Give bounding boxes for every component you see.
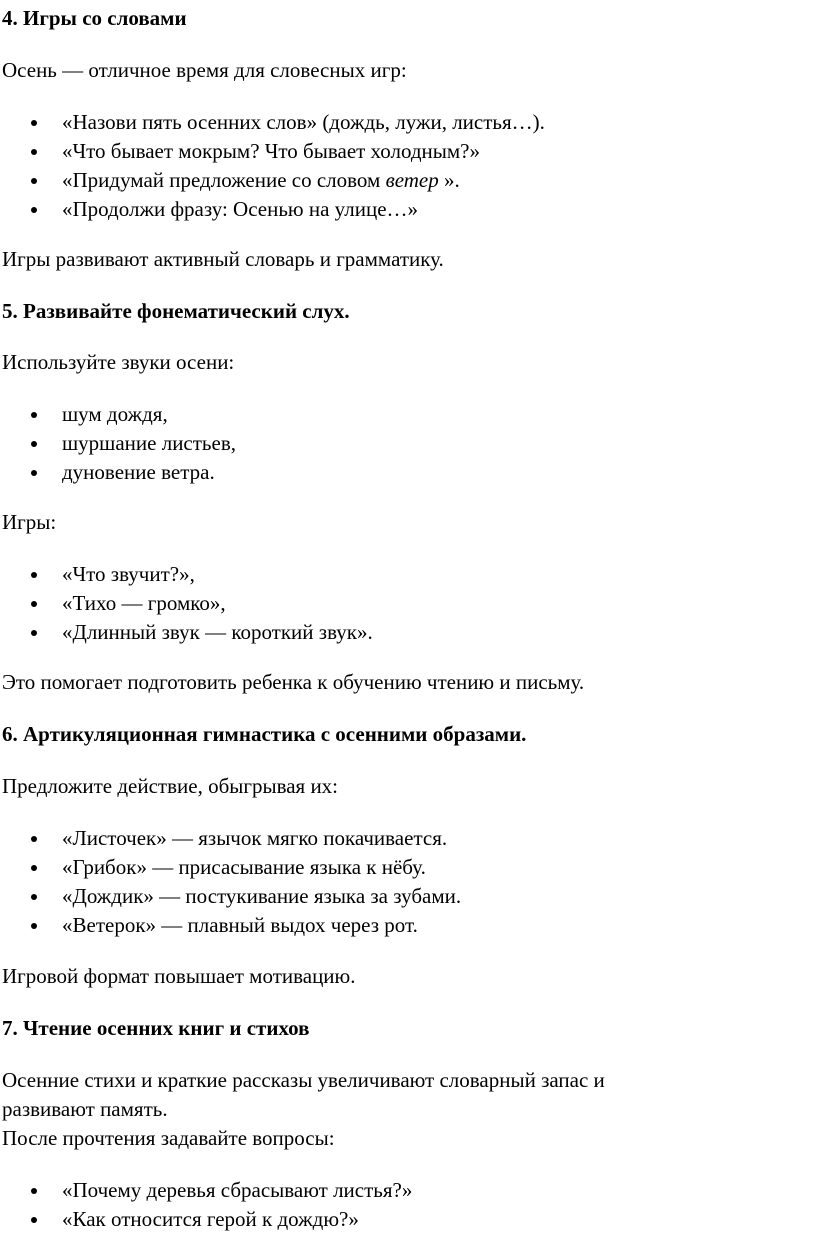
list-item — [0, 560, 373, 589]
list-item — [0, 1176, 412, 1205]
list-item — [0, 853, 461, 882]
section-7-paragraph-line-1: Осенние стихи и краткие рассказы увеличивают словарный запас и — [2, 1068, 605, 1092]
section-4-list — [0, 108, 545, 224]
list-item-text: «Длинный звук — короткий звук». — [62, 620, 373, 644]
list-item — [0, 166, 545, 195]
list-item — [0, 882, 461, 911]
list-item-text: «Дождик» — постукивание языка за зубами. — [62, 884, 462, 908]
bullet-icon — [31, 412, 37, 418]
emphasized-word: ветер — [385, 168, 439, 192]
list-item — [0, 108, 545, 137]
section-5-games-label: Игры: — [2, 510, 57, 534]
bullet-icon — [31, 630, 37, 636]
list-item-text: «Ветерок» — плавный выдох через рот. — [62, 913, 418, 937]
list-item-text: «Почему деревья сбрасывают листья?» — [62, 1178, 413, 1202]
bullet-icon — [31, 178, 37, 184]
section-7-paragraph-line-3: После прочтения задавайте вопросы: — [2, 1126, 335, 1150]
list-item-text: «Листочек» — язычок мягко покачивается. — [62, 826, 448, 850]
list-item-text: «Продолжи фразу: Осенью на улице…» — [62, 197, 419, 221]
section-6-outro: Игровой формат повышает мотивацию. — [2, 964, 356, 988]
bullet-icon — [31, 1188, 37, 1194]
list-item — [0, 400, 236, 429]
list-item-text: «Грибок» — присасывание языка к нёбу. — [62, 855, 426, 879]
list-item-text: «Назови пять осенних слов» (дождь, лужи, листья…). — [62, 110, 545, 134]
section-4-intro: Осень — отличное время для словесных игр: — [2, 58, 407, 82]
section-5-intro: Используйте звуки осени: — [2, 350, 235, 374]
bullet-icon — [31, 865, 37, 871]
list-item-text-before: «Придумай предложение со словом — [62, 168, 386, 192]
list-item-text: шум дождя, — [62, 402, 168, 426]
bullet-icon — [31, 601, 37, 607]
bullet-icon — [31, 441, 37, 447]
bullet-icon — [31, 572, 37, 578]
list-item-text-after: ». — [438, 168, 460, 192]
bullet-icon — [31, 894, 37, 900]
bullet-icon — [31, 923, 37, 929]
section-7-paragraph-line-2: развивают память. — [2, 1097, 168, 1121]
bullet-icon — [31, 836, 37, 842]
list-item — [0, 618, 373, 647]
bullet-icon — [31, 207, 37, 213]
bullet-icon — [31, 120, 37, 126]
list-item-text: «Как относится герой к дождю?» — [62, 1207, 359, 1231]
list-item — [0, 1205, 412, 1234]
list-item — [0, 911, 461, 940]
section-5-outro: Это помогает подготовить ребенка к обучению чтению и письму. — [2, 670, 585, 694]
list-item — [0, 429, 236, 458]
section-6-intro: Предложите действие, обыгрывая их: — [2, 774, 339, 798]
list-item-text: «Что звучит?», — [62, 562, 195, 586]
list-item — [0, 137, 545, 166]
list-item-text: шуршание листьев, — [62, 431, 236, 455]
bullet-icon — [31, 1217, 37, 1223]
section-7-heading: 7. Чтение осенних книг и стихов — [2, 1016, 310, 1040]
bullet-icon — [31, 470, 37, 476]
list-item-text: дуновение ветра. — [62, 460, 215, 484]
section-5-games-list — [0, 560, 373, 647]
list-item — [0, 589, 373, 618]
list-item — [0, 458, 236, 487]
section-6-list — [0, 824, 461, 940]
section-7-list — [0, 1176, 412, 1234]
section-4-heading: 4. Игры со словами — [2, 6, 187, 30]
section-6-heading: 6. Артикуляционная гимнастика с осенними образами. — [2, 722, 527, 746]
section-5-list — [0, 400, 236, 487]
section-5-heading: 5. Развивайте фонематический слух. — [2, 299, 350, 323]
bullet-icon — [31, 149, 37, 155]
list-item — [0, 824, 461, 853]
list-item-text: «Что бывает мокрым? Что бывает холодным?» — [62, 139, 481, 163]
list-item — [0, 195, 545, 224]
list-item-text: «Тихо — громко», — [62, 591, 226, 615]
section-4-outro: Игры развивают активный словарь и грамматику. — [2, 247, 444, 271]
